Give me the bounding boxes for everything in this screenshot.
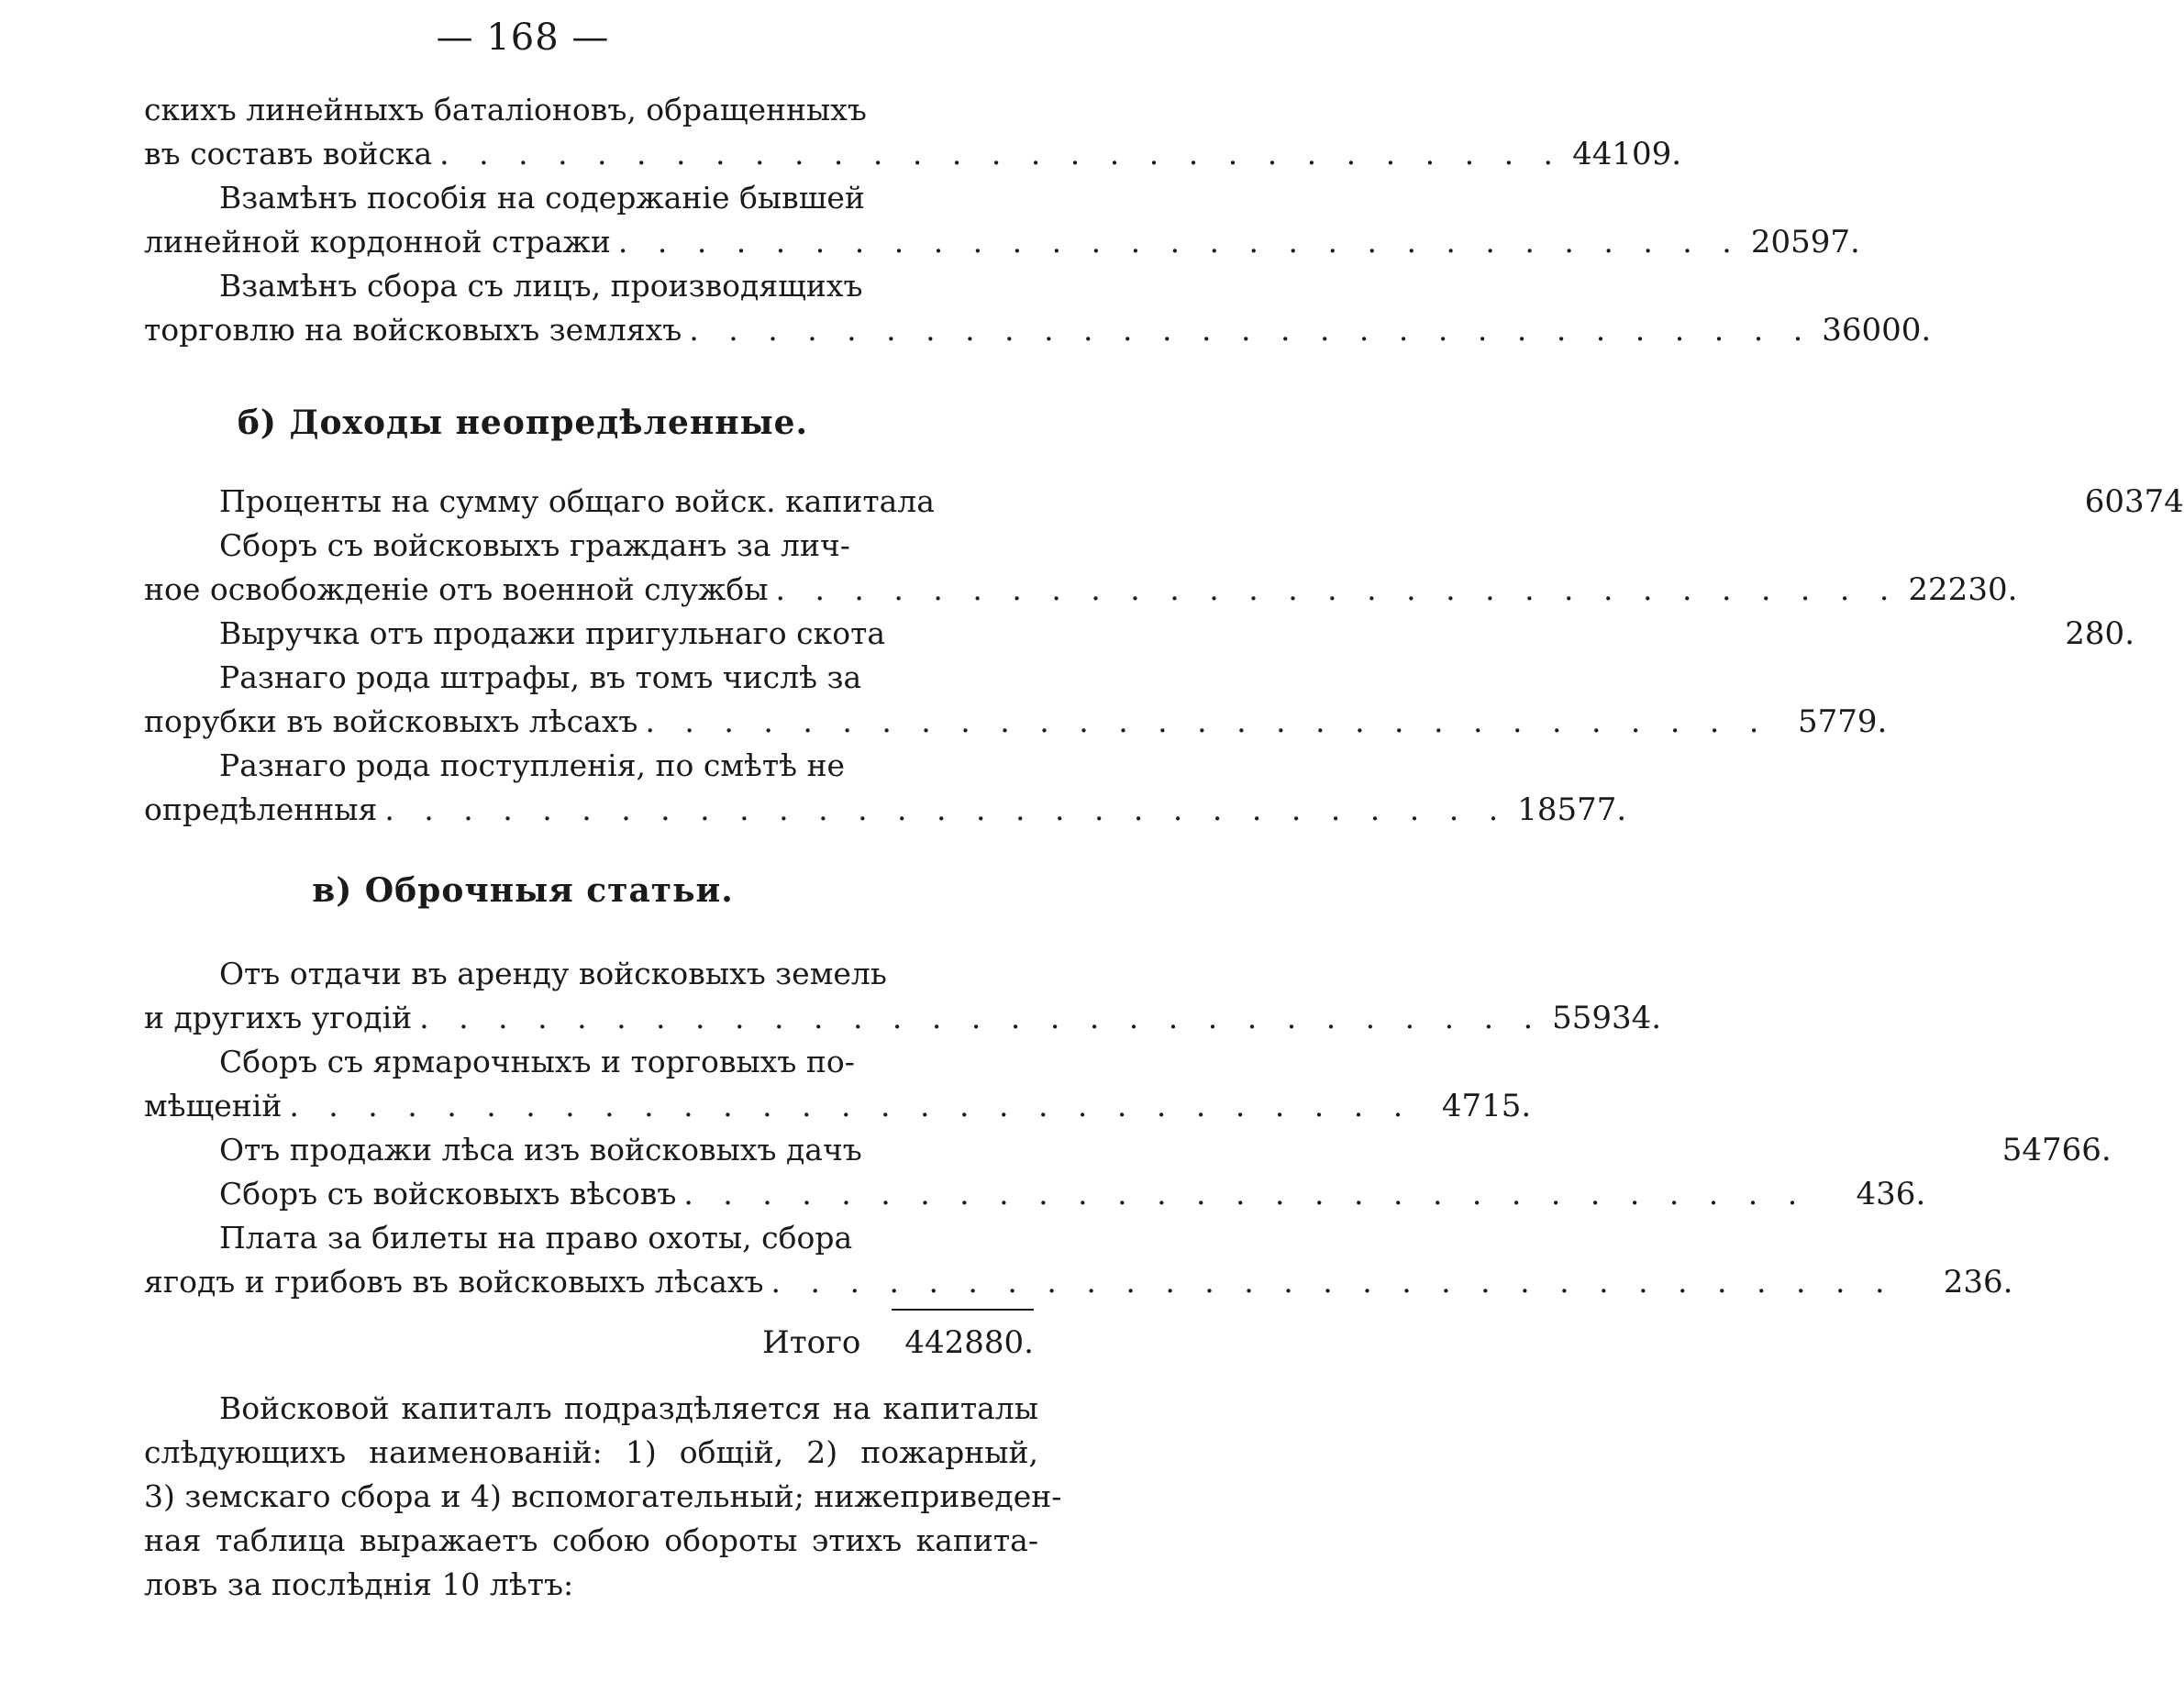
paragraph-line: ловъ за послѣднія 10 лѣтъ: — [144, 1566, 574, 1602]
list-item — [144, 264, 1932, 352]
dot-leader — [611, 220, 1732, 264]
dot-leader — [282, 1084, 1402, 1128]
list-item — [144, 612, 2134, 656]
list-item — [144, 1216, 2013, 1304]
list-item — [144, 88, 1682, 176]
item-line — [144, 1260, 2013, 1304]
list-item — [144, 176, 1860, 264]
paragraph-line: слѣдующихъ наименованій: 1) общій, 2) пожарный, — [144, 1434, 1038, 1470]
item-amount: 54766. — [2001, 1132, 2112, 1168]
section-heading-v: в) Оброчныя статьи. — [312, 871, 734, 910]
item-text: ягодъ и грибовъ въ войсковыхъ лѣсахъ — [144, 1264, 764, 1300]
item-amount: 55934. — [1552, 1000, 1662, 1036]
item-line — [144, 524, 1034, 568]
total-label: Итого — [762, 1324, 861, 1361]
closing-paragraph — [144, 1387, 1062, 1607]
revenue-list-v — [144, 952, 2112, 1304]
paragraph-line: Войсковой капиталъ подраздѣляется на капиталы — [219, 1390, 1038, 1426]
item-line — [144, 952, 1034, 996]
item-text: Сборъ съ войсковыхъ гражданъ за лич- — [219, 527, 850, 563]
item-amount: 5779. — [1798, 703, 1888, 740]
item-line — [144, 612, 2134, 656]
list-item — [144, 1172, 1926, 1216]
item-line — [144, 656, 1034, 700]
item-line — [144, 308, 1932, 352]
item-text: Разнаго рода штрафы, въ томъ числѣ за — [219, 659, 862, 695]
total-line — [144, 1319, 1034, 1367]
list-item — [144, 524, 2018, 612]
item-line — [144, 132, 1682, 176]
item-amount: 18577. — [1517, 791, 1627, 828]
item-text: въ составъ войска — [144, 136, 433, 172]
item-line — [144, 788, 1627, 832]
item-text: скихъ линейныхъ баталіоновъ, обращенныхъ — [144, 92, 867, 127]
item-line — [144, 1040, 1034, 1084]
item-amount: 44109. — [1572, 136, 1682, 172]
item-line — [144, 480, 2184, 524]
dot-leader — [768, 568, 1889, 612]
paragraph-line: ная таблица выражаетъ собою обороты этихъ капита- — [144, 1522, 1038, 1558]
dot-leader — [637, 700, 1758, 744]
page-number: — 168 — — [436, 17, 610, 59]
list-item — [144, 744, 1627, 832]
item-text: мѣщеній — [144, 1088, 283, 1123]
dot-leader — [432, 132, 1553, 176]
item-amount: 60374 — [2084, 483, 2184, 520]
item-text: Взамѣнъ сбора съ лицъ, производящихъ — [219, 268, 863, 304]
dot-leader — [682, 308, 1802, 352]
item-line — [144, 1128, 2112, 1172]
dot-leader — [377, 788, 1498, 832]
item-line — [144, 88, 1034, 132]
item-line — [144, 1216, 1034, 1260]
item-line — [144, 744, 1034, 788]
item-text: Сборъ съ ярмарочныхъ и торговыхъ по- — [219, 1044, 855, 1079]
list-item — [144, 1128, 2112, 1172]
list-item — [144, 656, 1888, 744]
revenue-list-top — [144, 88, 1932, 352]
total-amount: 442880. — [904, 1324, 1034, 1361]
item-amount: 236. — [1943, 1264, 2013, 1300]
item-amount: 280. — [2065, 615, 2134, 652]
item-line — [144, 220, 1860, 264]
item-line — [144, 700, 1888, 744]
item-amount: 36000. — [1822, 312, 1932, 349]
list-item — [144, 952, 1662, 1040]
item-text: Выручка отъ продажи пригульнаго скота — [219, 615, 886, 651]
item-text: Плата за билеты на право охоты, сбора — [219, 1220, 853, 1256]
item-text: ное освобожденіе отъ военной службы — [144, 571, 769, 607]
item-text: опредѣленныя — [144, 791, 378, 827]
item-text: Отъ отдачи въ аренду войсковыхъ земель — [219, 956, 887, 991]
item-line — [144, 264, 1034, 308]
list-item — [144, 1040, 1532, 1128]
dot-leader — [764, 1260, 1885, 1304]
item-amount: 4715. — [1441, 1088, 1532, 1124]
item-line — [144, 568, 2018, 612]
dot-leader — [676, 1172, 1797, 1216]
paragraph-line: 3) земскаго сбора и 4) вспомогательный; нижеприведен- — [144, 1478, 1062, 1514]
item-text: и другихъ угодій — [144, 1000, 413, 1035]
list-item — [144, 480, 2184, 524]
item-text: Проценты на сумму общаго войск. капитала — [219, 483, 935, 519]
item-text: торговлю на войсковыхъ земляхъ — [144, 312, 682, 348]
total-rule — [892, 1309, 1034, 1311]
item-amount: 20597. — [1750, 224, 1860, 260]
item-amount: 436. — [1856, 1176, 1926, 1212]
item-text: Отъ продажи лѣса изъ войсковыхъ дачъ — [219, 1132, 862, 1167]
item-line — [144, 176, 1034, 220]
revenue-list-b — [144, 480, 2184, 832]
item-line — [144, 1084, 1532, 1128]
item-text: Разнаго рода поступленія, по смѣтѣ не — [219, 747, 846, 783]
item-text: Сборъ съ войсковыхъ вѣсовъ — [219, 1176, 677, 1212]
dot-leader — [412, 996, 1533, 1040]
item-text: Взамѣнъ пособія на содержаніе бывшей — [219, 180, 865, 216]
item-line — [144, 996, 1662, 1040]
item-line — [144, 1172, 1926, 1216]
section-heading-b: б) Доходы неопредѣленные. — [237, 404, 809, 442]
item-text: порубки въ войсковыхъ лѣсахъ — [144, 703, 638, 739]
item-text: линейной кордонной стражи — [144, 224, 611, 260]
item-amount: 22230. — [1908, 571, 2018, 608]
